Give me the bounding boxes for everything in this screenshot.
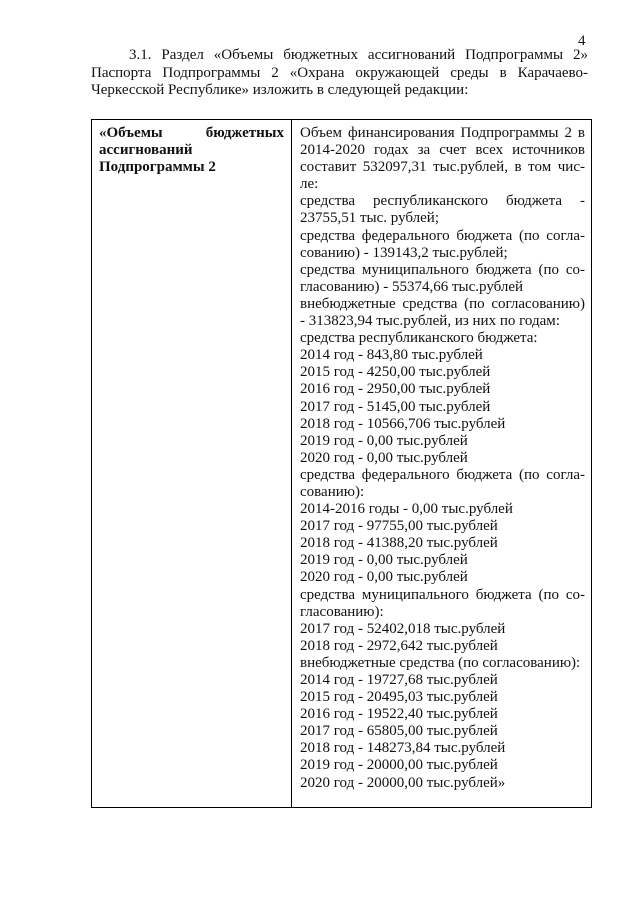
right-cell-line: 2019 год - 20000,00 тыс.рублей bbox=[300, 757, 498, 774]
right-cell-line: внебюджетные средства (по согласованию) bbox=[300, 295, 585, 312]
right-cell-line: 2016 год - 19522,40 тыс.рублей bbox=[300, 706, 498, 723]
right-cell-line: 2014 год - 843,80 тыс.рублей bbox=[300, 347, 483, 364]
table-left-cell: «Объемы бюджетных ассигнований Подпрограммы 2 bbox=[92, 120, 292, 807]
right-cell-line: 2017 год - 65805,00 тыс.рублей bbox=[300, 723, 498, 740]
right-cell-line: средства республиканского бюджета - bbox=[300, 193, 585, 210]
right-cell-line: составит 532097,31 тыс.рублей, в том чис- bbox=[300, 159, 585, 176]
right-cell-line: гласованию) - 55374,66 тыс.рублей bbox=[300, 278, 524, 295]
right-cell-line: 2020 год - 0,00 тыс.рублей bbox=[300, 569, 468, 586]
right-cell-line: - 313823,94 тыс.рублей, из них по годам: bbox=[300, 313, 560, 330]
right-cell-line: 2018 год - 148273,84 тыс.рублей bbox=[300, 740, 506, 757]
right-cell-line: 2018 год - 41388,20 тыс.рублей bbox=[300, 535, 498, 552]
right-cell-line: 2014-2020 годах за счет всех источников bbox=[300, 142, 585, 159]
right-cell-line: сованию) - 139143,2 тыс.рублей; bbox=[300, 244, 508, 261]
right-cell-line: 2014-2016 годы - 0,00 тыс.рублей bbox=[300, 501, 513, 518]
right-cell-line: 2019 год - 0,00 тыс.рублей bbox=[300, 552, 468, 569]
right-cell-line: 2017 год - 97755,00 тыс.рублей bbox=[300, 518, 498, 535]
right-cell-line: 2018 год - 10566,706 тыс.рублей bbox=[300, 415, 506, 432]
right-cell-line: Объем финансирования Подпрограммы 2 в bbox=[300, 125, 585, 141]
intro-paragraph: 3.1. Раздел «Объемы бюджетных ассигнований Подпрограммы 2» Паспорта Подпрограммы 2 «Охрана окружающей среды в Карачаево-Черкесской Республике» изложить в следующей редакции: bbox=[91, 47, 588, 98]
right-cell-line: ле: bbox=[300, 176, 319, 193]
right-cell-line: внебюджетные средства (по согласованию): bbox=[300, 654, 581, 671]
right-cell-line: 2015 год - 4250,00 тыс.рублей bbox=[300, 364, 491, 381]
right-cell-line: средства федерального бюджета (по согла- bbox=[300, 466, 585, 483]
page-number: 4 bbox=[578, 33, 586, 49]
right-cell-line: 2014 год - 19727,68 тыс.рублей bbox=[300, 672, 498, 688]
right-cell-line: средства федерального бюджета (по согла- bbox=[300, 227, 585, 244]
right-cell-line: гласованию): bbox=[300, 603, 384, 620]
right-cell-line: 2020 год - 0,00 тыс.рублей bbox=[300, 449, 468, 466]
right-cell-line: средства муниципального бюджета (по со- bbox=[300, 261, 585, 278]
right-cell-line: сованию): bbox=[300, 483, 365, 500]
right-cell-line: 2020 год - 20000,00 тыс.рублей» bbox=[300, 774, 506, 791]
right-cell-line: 2017 год - 52402,018 тыс.рублей bbox=[300, 620, 506, 637]
right-cell-line: 2016 год - 2950,00 тыс.рублей bbox=[300, 381, 491, 398]
budget-table bbox=[91, 119, 592, 808]
right-cell-line: 23755,51 тыс. рублей; bbox=[300, 210, 439, 227]
right-cell-line: средства муниципального бюджета (по со- bbox=[300, 586, 585, 603]
right-cell-line: средства республиканского бюджета: bbox=[300, 330, 538, 347]
right-cell-line: 2017 год - 5145,00 тыс.рублей bbox=[300, 398, 491, 415]
table-right-cell bbox=[292, 120, 591, 807]
right-cell-line: 2015 год - 20495,03 тыс.рублей bbox=[300, 689, 498, 706]
right-cell-line: 2018 год - 2972,642 тыс.рублей bbox=[300, 637, 498, 654]
right-cell-line: 2019 год - 0,00 тыс.рублей bbox=[300, 432, 468, 449]
